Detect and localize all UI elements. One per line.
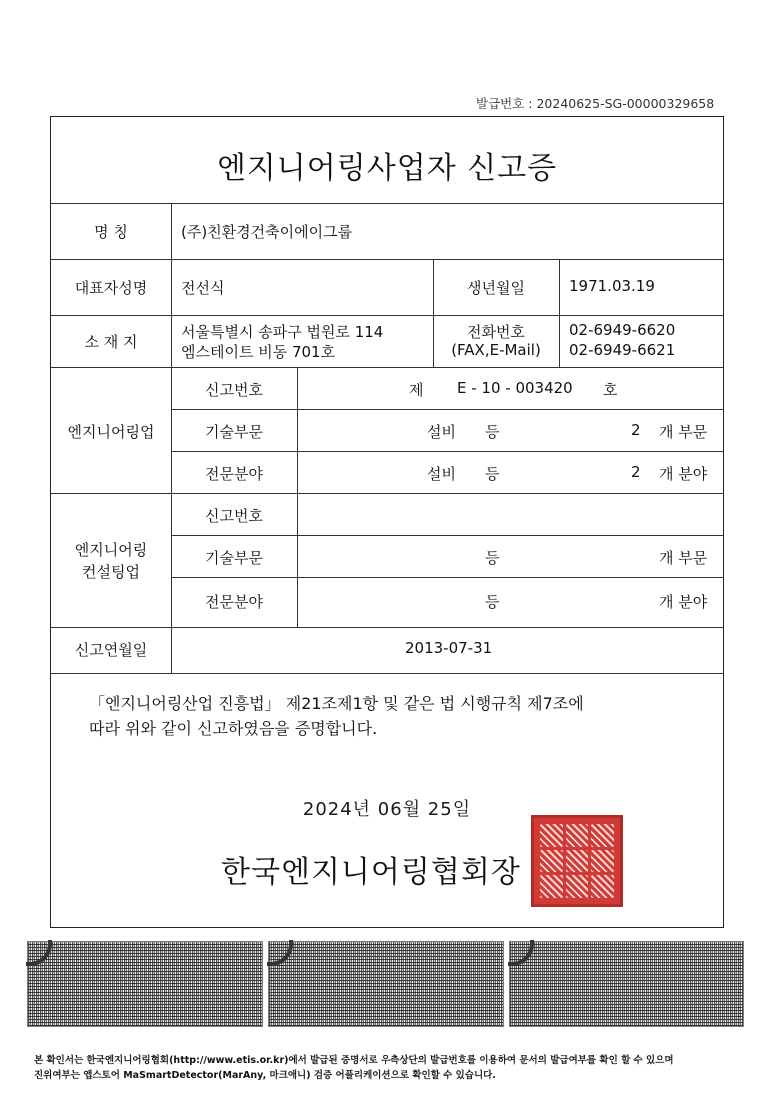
representative-name: 전선식: [181, 279, 225, 297]
engineering-spec-field: 설비: [427, 465, 456, 483]
table-border-top: [51, 203, 723, 204]
name-label: 명 칭: [94, 223, 128, 241]
engineering-reg-number: E - 10 - 003420: [457, 379, 573, 397]
table-divider: [51, 493, 723, 494]
report-date-value: 2013-07-31: [405, 639, 493, 657]
document-title: 엔지니어링사업자 신고증: [216, 151, 558, 186]
certification-statement: [89, 691, 649, 741]
engineering-tech-label: 기술부문: [205, 423, 263, 441]
consulting-label-2: 컨설팅업: [82, 563, 140, 581]
table-border-bottom: [51, 673, 723, 674]
engineering-label: 엔지니어링업: [67, 423, 155, 441]
engineering-tech-field: 설비: [427, 423, 456, 441]
table-divider: [51, 315, 723, 316]
engineering-reg-prefix: 제: [409, 381, 424, 399]
table-divider: [171, 535, 723, 536]
certificate-frame: [50, 116, 724, 928]
phone-label-sub: (FAX,E-Mail): [451, 341, 541, 359]
issuer-name: 한국엔지니어링협회장: [221, 855, 521, 890]
birthdate-value: 1971.03.19: [569, 277, 655, 295]
engineering-tech-etc: 등: [485, 423, 500, 441]
consulting-spec-unit: 개 분야: [659, 593, 708, 611]
engineering-reg-label: 신고번호: [205, 381, 263, 399]
footer-line-2: 진위여부는 앱스토어 MaSmartDetector(MarAny, 마크애니) 검증 어플리케이션으로 확인할 수 있습니다.: [34, 1070, 496, 1081]
consulting-tech-label: 기술부문: [205, 549, 263, 567]
statement-line-1: 「엔지니어링산업 진흥법」 제21조제1항 및 같은 법 시행규칙 제7조에: [89, 694, 584, 713]
table-column-line: [297, 367, 298, 627]
table-column-line: [559, 259, 560, 367]
table-divider: [51, 259, 723, 260]
table-divider: [51, 367, 723, 368]
issue-number: 발급번호 : 20240625-SG-00000329658: [476, 96, 715, 111]
official-seal: [531, 815, 623, 907]
engineering-spec-unit: 개 분야: [659, 465, 708, 483]
issue-date: 2024년 06월 25일: [302, 799, 472, 820]
table-divider: [171, 577, 723, 578]
verification-footer: [34, 1053, 754, 1083]
company-name: (주)친환경건축이에이그룹: [181, 223, 353, 241]
birthdate-label: 생년월일: [467, 279, 525, 297]
engineering-tech-count: 2: [631, 421, 641, 439]
phone-number: 02-6949-6620: [569, 321, 676, 339]
consulting-label-1: 엔지니어링: [74, 541, 148, 559]
phone-label: 전화번호: [467, 323, 525, 341]
address-line-1: 서울특별시 송파구 법원로 114: [181, 323, 384, 341]
consulting-tech-etc: 등: [485, 549, 500, 567]
table-divider: [171, 409, 723, 410]
consulting-tech-unit: 개 부문: [659, 549, 708, 567]
fax-number: 02-6949-6621: [569, 341, 676, 359]
security-code-strip-3: [509, 941, 744, 1027]
consulting-spec-etc: 등: [485, 593, 500, 611]
table-divider: [171, 451, 723, 452]
security-code-strip-2: [268, 941, 504, 1027]
consulting-spec-label: 전문분야: [205, 593, 263, 611]
engineering-spec-label: 전문분야: [205, 465, 263, 483]
address-line-2: 엠스테이트 비동 701호: [181, 343, 336, 361]
statement-line-2: 따라 위와 같이 신고하였음을 증명합니다.: [89, 719, 378, 738]
report-date-label: 신고연월일: [74, 641, 148, 659]
footer-line-1: 본 확인서는 한국엔지니어링협회(http://www.etis.or.kr)에서 발급된 증명서로 우측상단의 발급번호를 이용하여 문서의 발급여부를 확인 할 수 있으며: [34, 1055, 674, 1066]
address-label: 소 재 지: [84, 333, 138, 351]
representative-label: 대표자성명: [74, 279, 148, 297]
security-code-strip-1: [27, 941, 263, 1027]
engineering-reg-suffix: 호: [603, 381, 618, 399]
engineering-tech-unit: 개 부문: [659, 423, 708, 441]
table-divider: [51, 627, 723, 628]
consulting-reg-label: 신고번호: [205, 507, 263, 525]
engineering-spec-count: 2: [631, 463, 641, 481]
engineering-spec-etc: 등: [485, 465, 500, 483]
